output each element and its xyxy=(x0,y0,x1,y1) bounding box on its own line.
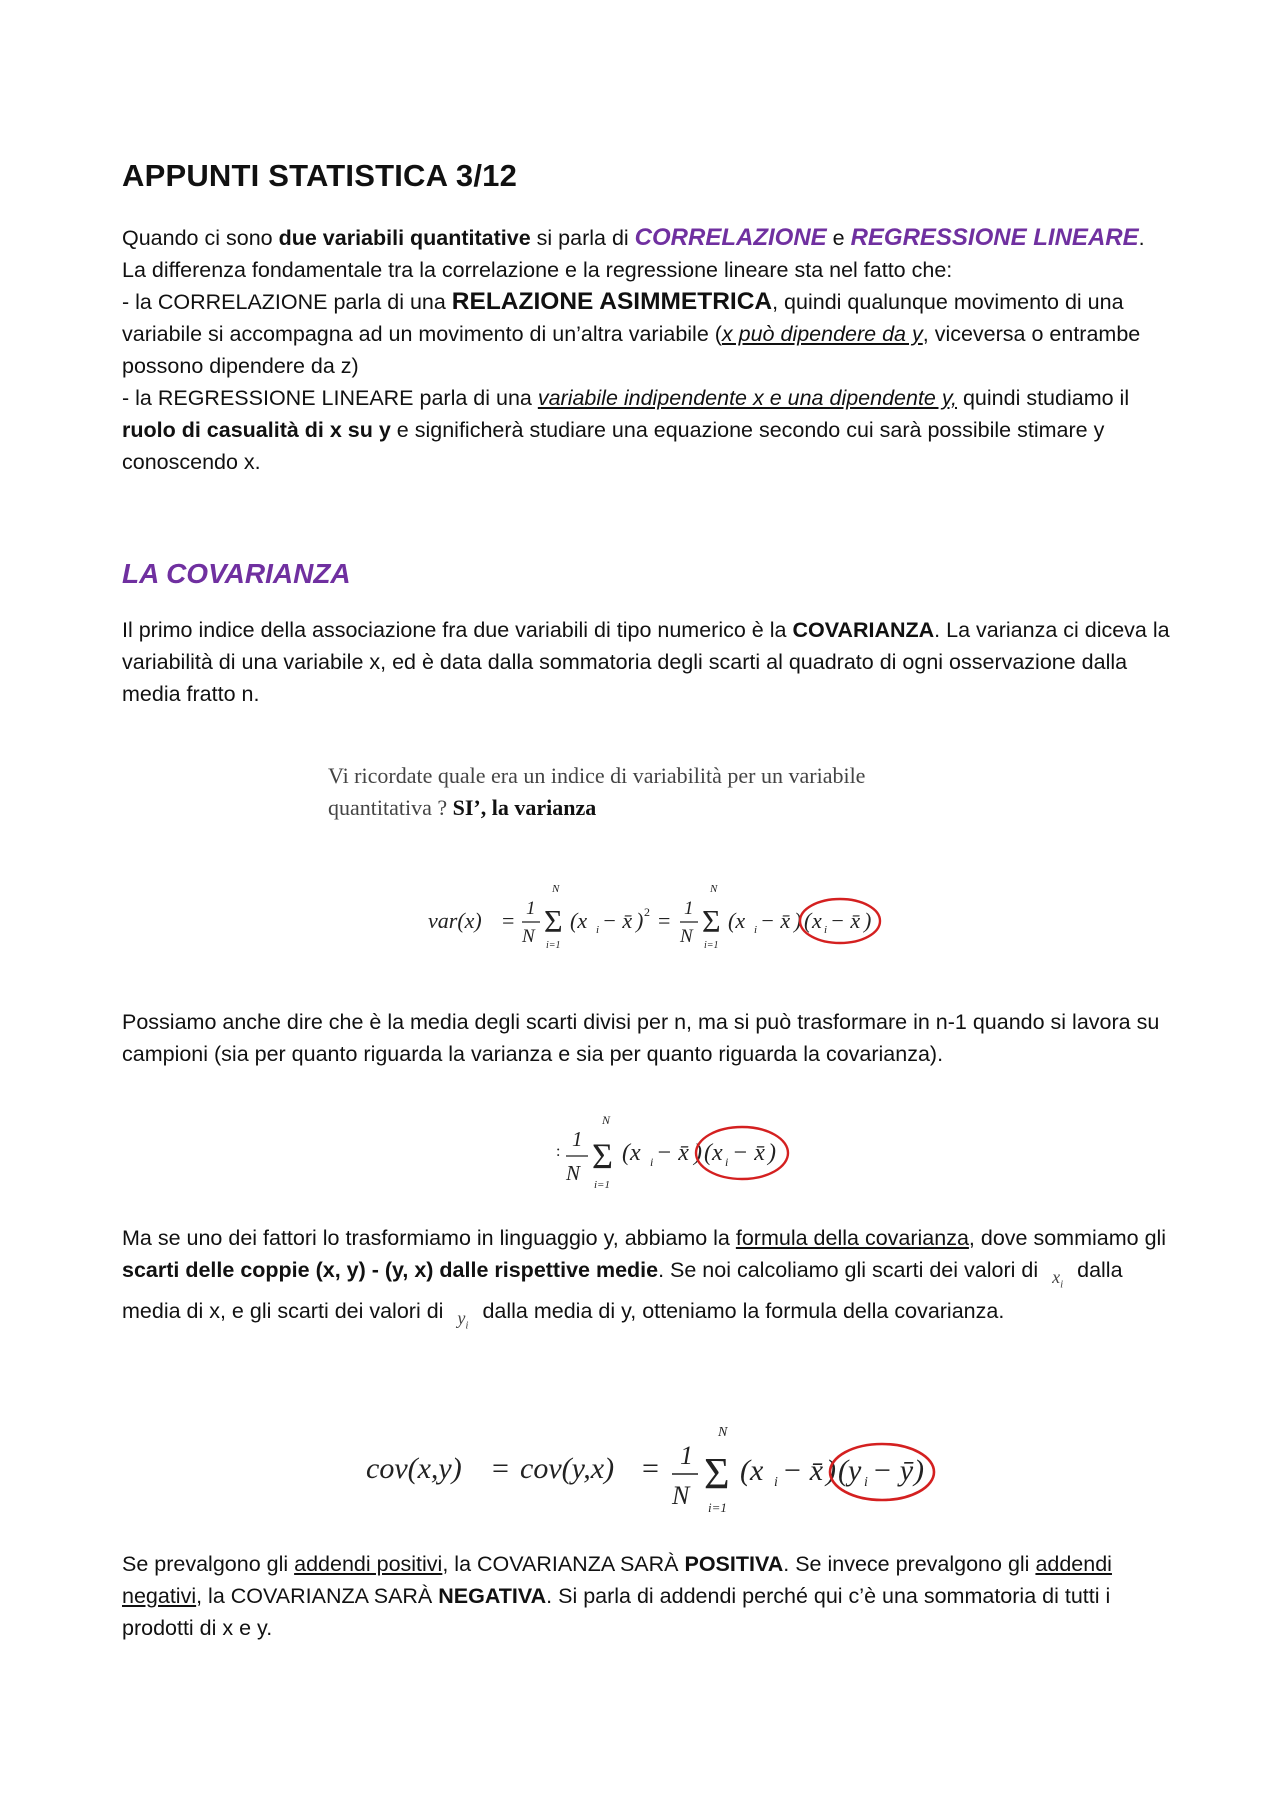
svg-text:(x: (x xyxy=(570,908,588,933)
svg-text:): ) xyxy=(694,1140,702,1166)
svg-text:Σ: Σ xyxy=(704,1449,730,1498)
svg-text:): ) xyxy=(864,908,872,933)
svg-text:i: i xyxy=(596,924,600,936)
svg-text:i: i xyxy=(824,924,828,936)
svg-text:y: y xyxy=(848,1454,862,1487)
svg-text:− x̄: − x̄ xyxy=(782,1454,824,1487)
svg-text:=: = xyxy=(492,1452,509,1485)
svg-text:i=1: i=1 xyxy=(704,940,719,951)
svg-text:): ) xyxy=(794,908,802,933)
svg-text:=: = xyxy=(658,908,671,933)
svg-text::: : xyxy=(556,1143,561,1160)
svg-text:i: i xyxy=(725,1155,729,1169)
svg-text:Σ: Σ xyxy=(592,1136,613,1176)
svg-text:=: = xyxy=(502,908,515,933)
variance-reminder-image: Vi ricordate quale era un indice di variabilità per un variabile quantitativa ? SI’, la varianza xyxy=(328,763,866,820)
section-paragraph-4: Se prevalgono gli addendi positivi, la COVARIANZA SARÀ POSITIVA. Se invece prevalgono gli addendi negativi, la COVARIANZA SARÀ NEGATIVA. Si parla di addendi perché qui c’è una sommatoria di tutti i prodotti di x e y. xyxy=(122,1552,1112,1640)
intro-paragraph-3: - la CORRELAZIONE parla di una RELAZIONE ASIMMETRICA, quindi qualunque movimento di una variabile si accompagna ad un movimento di un’altra variabile (x può dipendere da y, viceversa o entrambe possono dipendere da z) xyxy=(122,288,1141,378)
svg-text:): ) xyxy=(826,1454,836,1487)
svg-text:i=1: i=1 xyxy=(546,940,561,951)
svg-text:− x̄: − x̄ xyxy=(602,908,633,933)
svg-text:x: x xyxy=(812,908,822,933)
svg-text:N: N xyxy=(602,1113,611,1127)
svg-text:(: ( xyxy=(704,1140,712,1166)
svg-text:): ) xyxy=(914,1454,924,1487)
svg-text:N: N xyxy=(672,1481,690,1510)
svg-text:(: ( xyxy=(838,1454,848,1487)
svg-text:− x̄: − x̄ xyxy=(760,908,791,933)
svg-text:Σ: Σ xyxy=(544,903,563,939)
svg-text:cov(y,x): cov(y,x) xyxy=(520,1452,615,1485)
svg-text:i: i xyxy=(864,1475,868,1490)
svg-text:=: = xyxy=(642,1452,659,1485)
svg-text:i: i xyxy=(754,924,758,936)
svg-text:i=1: i=1 xyxy=(594,1179,610,1191)
svg-text:): ) xyxy=(768,1140,776,1166)
svg-text:i: i xyxy=(774,1475,778,1490)
intro-block xyxy=(122,222,1172,478)
svg-text:− x̄: − x̄ xyxy=(732,1140,765,1166)
section-paragraph-1: Il primo indice della associazione fra due variabili di tipo numerico è la COVARIANZA. La varianza ci diceva la variabilità di una variabile x, ed è data dalla sommatoria degli scarti al quadrato di ogni osservazione dalla media fratto n. xyxy=(122,618,1170,706)
yi-symbol: yi xyxy=(457,1307,469,1332)
svg-text:1: 1 xyxy=(572,1127,583,1151)
xi-symbol: xi xyxy=(1052,1267,1064,1291)
product-sum-formula xyxy=(552,1110,872,1200)
var-lhs: var(x) xyxy=(428,908,482,933)
section-paragraph-2: Possiamo anche dire che è la media degli scarti divisi per n, ma si può trasformare in n-1 quando si lavora su campioni (sia per quanto riguarda la varianza e sia per quanto riguarda la covarianza). xyxy=(122,1010,1160,1066)
svg-text:2: 2 xyxy=(644,905,650,919)
svg-text:N: N xyxy=(566,1161,581,1185)
svg-text:i: i xyxy=(650,1155,654,1169)
svg-text:N: N xyxy=(710,883,718,895)
svg-text:1: 1 xyxy=(684,898,694,919)
section-heading: LA COVARIANZA xyxy=(122,558,351,589)
svg-text:1: 1 xyxy=(680,1441,693,1470)
svg-text:Σ: Σ xyxy=(702,903,721,939)
svg-text:(: ( xyxy=(804,908,812,933)
svg-text:N: N xyxy=(552,883,560,895)
svg-text:cov(x,y): cov(x,y) xyxy=(366,1452,462,1485)
intro-paragraph-2: La differenza fondamentale tra la correlazione e la regressione lineare sta nel fatto che: xyxy=(122,258,953,282)
svg-text:1: 1 xyxy=(526,898,536,919)
variance-formula xyxy=(422,880,1062,960)
svg-text:N: N xyxy=(718,1425,728,1440)
svg-text:− x̄: − x̄ xyxy=(656,1140,689,1166)
page-title: APPUNTI STATISTICA 3/12 xyxy=(122,158,518,193)
svg-text:(x: (x xyxy=(622,1140,641,1166)
svg-text:x: x xyxy=(712,1140,723,1166)
svg-text:i=1: i=1 xyxy=(708,1500,727,1515)
svg-text:N: N xyxy=(680,926,693,947)
svg-text:− ȳ: − ȳ xyxy=(872,1454,914,1487)
section-paragraph-3: Ma se uno dei fattori lo trasformiamo in linguaggio y, abbiamo la formula della covarianza, dove sommiamo gli scarti delle coppie (x, y) - (y, x) dalle rispettive medie. Se noi calcoliamo gli scarti dei valori di $_{x_i}$ dalla media di x, e gli scarti dei valori di $_{y_i}$ dalla media di y, otteniamo la formula della covarianza. xyxy=(122,1226,1167,1332)
intro-paragraph-1: Quando ci sono due variabili quantitative si parla di CORRELAZIONE e REGRESSIONE LINEARE. xyxy=(122,224,1145,251)
svg-text:(x: (x xyxy=(740,1454,764,1487)
svg-text:(x: (x xyxy=(728,908,746,933)
svg-text:): ) xyxy=(636,908,644,933)
covariance-formula xyxy=(362,1420,1082,1520)
svg-text:− x̄: − x̄ xyxy=(830,908,861,933)
intro-paragraph-4: - la REGRESSIONE LINEARE parla di una variabile indipendente x e una dipendente y, quindi studiamo il ruolo di casualità di x su y e significherà studiare una equazione secondo cui sarà possibile stimare y conoscendo x. xyxy=(122,386,1130,474)
svg-text:N: N xyxy=(522,926,535,947)
